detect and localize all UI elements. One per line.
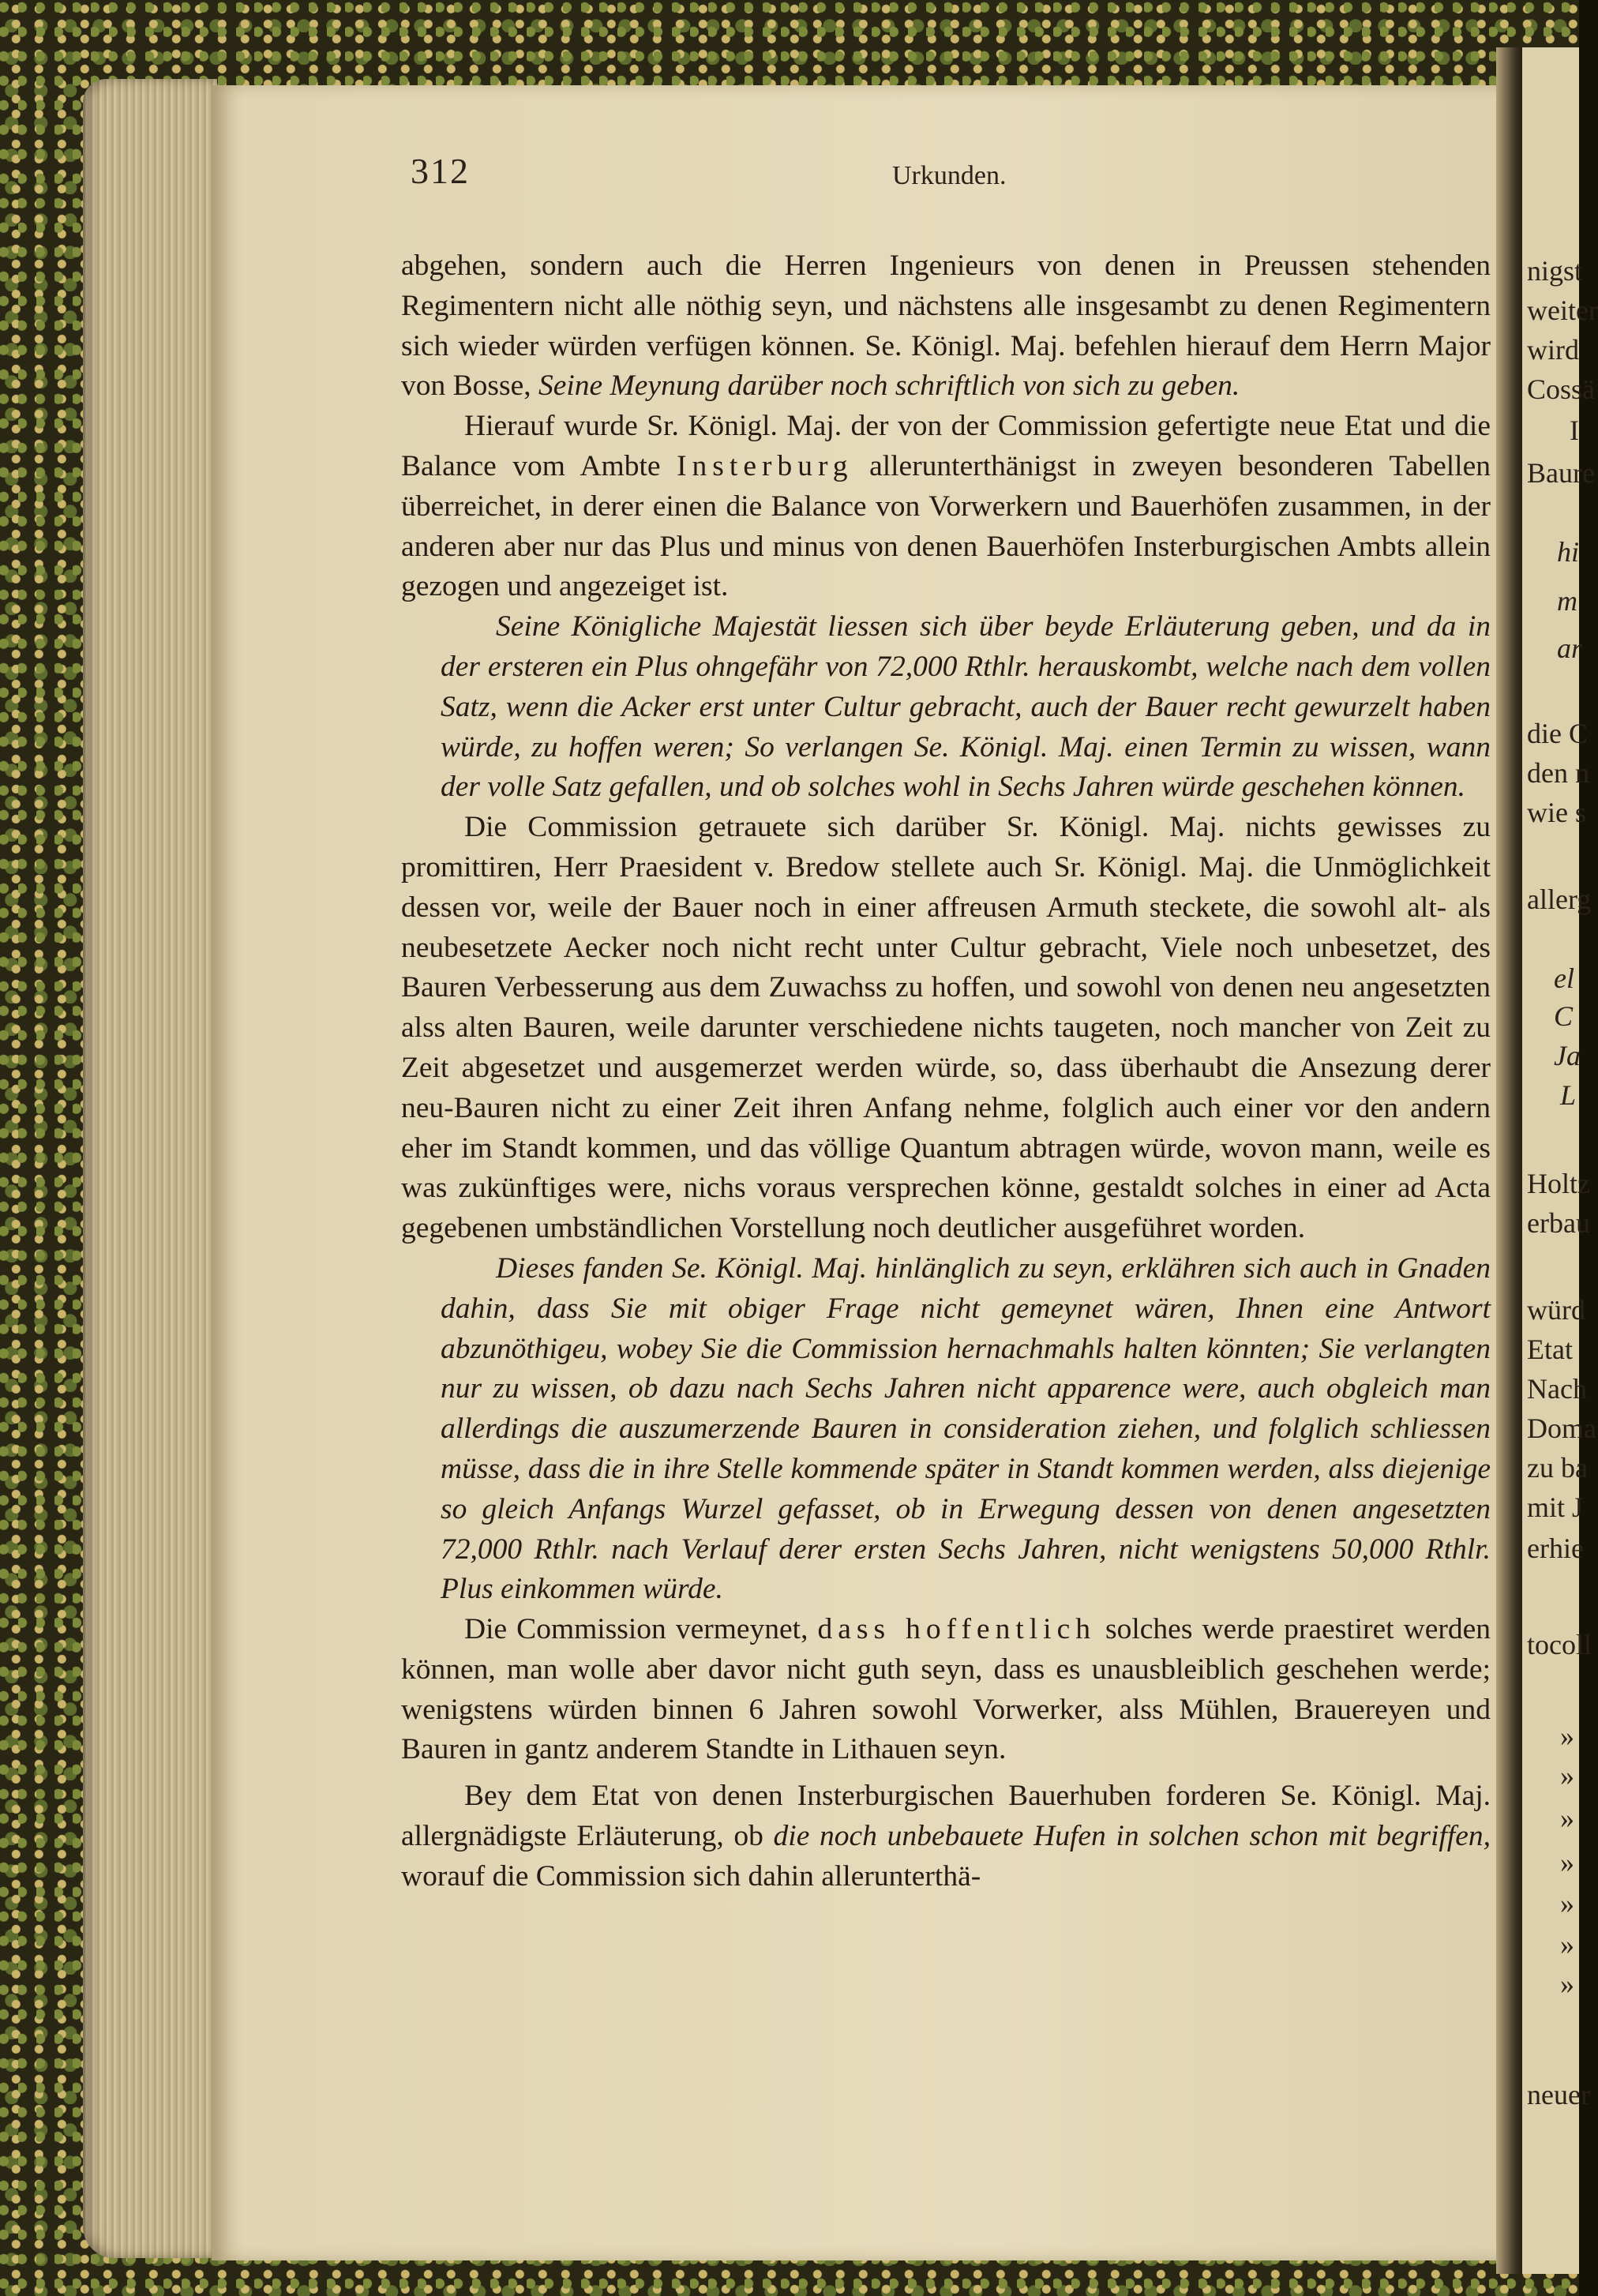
facing-fragment: nigst <box>1527 255 1583 287</box>
facing-page-fragment <box>1522 47 1598 2274</box>
facing-fragment: L <box>1560 1079 1577 1111</box>
book-gutter <box>1496 47 1524 2274</box>
facing-fragment: Cossä <box>1527 373 1596 405</box>
facing-fragment: erbau <box>1527 1207 1590 1239</box>
facing-fragment: tocoll <box>1527 1629 1592 1660</box>
facing-fragment: » <box>1560 1760 1574 1791</box>
paragraph-2: Hierauf wurde Sr. Königl. Maj. der von der Commission gefertigte neue Etat und die Balance vom Ambte Insterburg allerunterthänigst in zweyen besonderen Tabellen überreichet, in derer einen die Balance von Vorwerkern und Bauerhöfen zusammen, in der anderen aber nur das Plus und minus von denen Bauerhöfen Insterburgischen Ambts allein gezogen und angezeiget ist. <box>401 410 1491 603</box>
paragraph-3: Die Commission getrauete sich darüber Sr. Königl. Maj. nichts gewisses zu promittiren, Herr Praesident v. Bredow stellete auch Sr. Königl. Maj. die Unmöglichkeit dessen vor, weile der Bauer noch in einer affreusen Armuth steckete, die sowohl alt- als neubesetzete Aecker noch nicht recht unter Cultur gebracht, Viele noch unbesetzet, des Bauren Verbesserung aus dem Zuwachss zu hoffen, und sowohl von denen neu angesetzten alss alten Bauren, weile darunter verschiedene nichts taugeten, noch mancher von Zeit zu Zeit abgesetzet und ausgemerzet werden würde, so, dass überhaubt die Ansezung derer neu-Bauren nicht zu einer Zeit ihren Anfang nehme, folglich auch einer vor den andern eher im Standt kommen, und das völlige Quantum abtragen würde, wovon mann, weile es was zukünftiges were, nichs voraus versprechen könne, gestaldt solches in einer ad Acta gegebenen umbständlichen Vorstellung noch deutlicher ausgeführet worden. <box>401 811 1491 1245</box>
facing-fragment: C <box>1554 1000 1574 1032</box>
facing-fragment: Doma <box>1527 1412 1596 1444</box>
facing-fragment: Nach <box>1527 1373 1587 1405</box>
facing-fragment: weiter <box>1527 295 1598 326</box>
facing-fragment: erhie <box>1527 1533 1584 1564</box>
facing-fragment: ar <box>1557 632 1583 664</box>
running-head: Urkunden. <box>892 161 1007 190</box>
paragraph-5: Bey dem Etat von denen Insterburgischen Bauerhuben forderen Se. Königl. Maj. allergnädigste Erläuterung, ob die noch unbebauete Hufen in solchen schon mit begriffen, worauf die Commission sich dahin allerunterthä- <box>401 1780 1491 1893</box>
page-header <box>411 150 1532 197</box>
facing-fragment: wie s <box>1527 797 1586 828</box>
facing-fragment: » <box>1560 1888 1574 1919</box>
paragraph-4: Die Commission vermeynet, dass hoffentlich solches werde praestiret werden können, man wolle aber davor nicht guth seyn, dass es unausbleiblich geschehen werde; wenigstens würden binnen 6 Jahren sowohl Vorwerker, alss Mühlen, Brauereyen und Bauren in gantz anderem Standte in Lithauen seyn. <box>401 1613 1491 1766</box>
royal-resolution-1: Seine Königliche Majestät liessen sich über beyde Erläuterung geben, und da in der ersteren ein Plus ohngefähr von 72,000 Rthlr. herauskombt, welche nach dem vollen Satz, wenn die Acker erst unter Cultur gebracht, auch der Bauer recht gewurzelt haben würde, zu hoffen weren; So verlangen Se. Königl. Maj. einen Termin zu wissen, wann der volle Satz gefallen, und ob solches wohl in Sechs Jahren würde geschehen können. <box>441 610 1491 804</box>
facing-fragment: » <box>1560 1929 1574 1960</box>
facing-fragment: zu ba <box>1527 1452 1588 1484</box>
facing-fragment: el <box>1554 962 1574 994</box>
facing-fragment: Etat <box>1527 1334 1573 1365</box>
facing-fragment: mit J <box>1527 1491 1584 1523</box>
royal-resolution-2: Dieses fanden Se. Königl. Maj. hinlänglich zu seyn, erklähren sich auch in Gnaden dahin, dass Sie mit obiger Frage nicht gemeynet wären, Ihnen eine Antwort abzunöthigeu, wobey Sie die Commission hernachmahls halten könnten; Sie verlangten nur zu wissen, ob dazu nach Sechs Jahren nicht apparence were, auch obgleich man allerdings die auszumerzende Bauren in consideration ziehen, und folglich schliessen müsse, dass die in ihre Stelle kommende später in Standt kommen werden, alss diejenige so gleich Anfangs Wurzel gefasset, ob in Erwegung dessen von denen angesetzten 72,000 Rthlr. nach Verlauf derer ersten Sechs Jahren, nicht wenigstens 50,000 Rthlr. Plus einkommen würde. <box>441 1251 1491 1606</box>
facing-fragment: Holtz <box>1527 1168 1590 1199</box>
facing-fragment: I <box>1570 415 1579 446</box>
facing-fragment: » <box>1560 1968 1574 2000</box>
page-body <box>401 246 1491 1897</box>
facing-fragment: allerg <box>1527 884 1592 915</box>
facing-fragment: » <box>1560 1803 1574 1834</box>
facing-fragment: den n <box>1527 757 1589 789</box>
page-stack-edge <box>83 79 217 2258</box>
paragraph-1: abgehen, sondern auch die Herren Ingenieurs von denen in Preussen stehenden Regimentern nicht alle nöthig seyn, und nächstens alle insgesambt zu denen Regimentern sich wieder würden verfügen können. Se. Königl. Maj. befehlen hierauf dem Herrn Major von Bosse, Seine Meynung darüber noch schriftlich von sich zu geben. <box>401 249 1491 403</box>
facing-fragment: Baure <box>1527 457 1595 489</box>
facing-fragment: » <box>1560 1847 1574 1878</box>
facing-fragment: würd <box>1527 1294 1585 1326</box>
facing-fragment: die C <box>1527 718 1588 749</box>
facing-fragment: Ja <box>1554 1040 1581 1071</box>
facing-fragment: m <box>1557 585 1577 617</box>
page-number: 312 <box>411 151 470 191</box>
facing-fragment: wird <box>1527 334 1579 366</box>
facing-fragment: neuer <box>1527 2079 1590 2110</box>
facing-fragment: hi <box>1557 536 1580 568</box>
facing-fragment: » <box>1560 1720 1574 1752</box>
